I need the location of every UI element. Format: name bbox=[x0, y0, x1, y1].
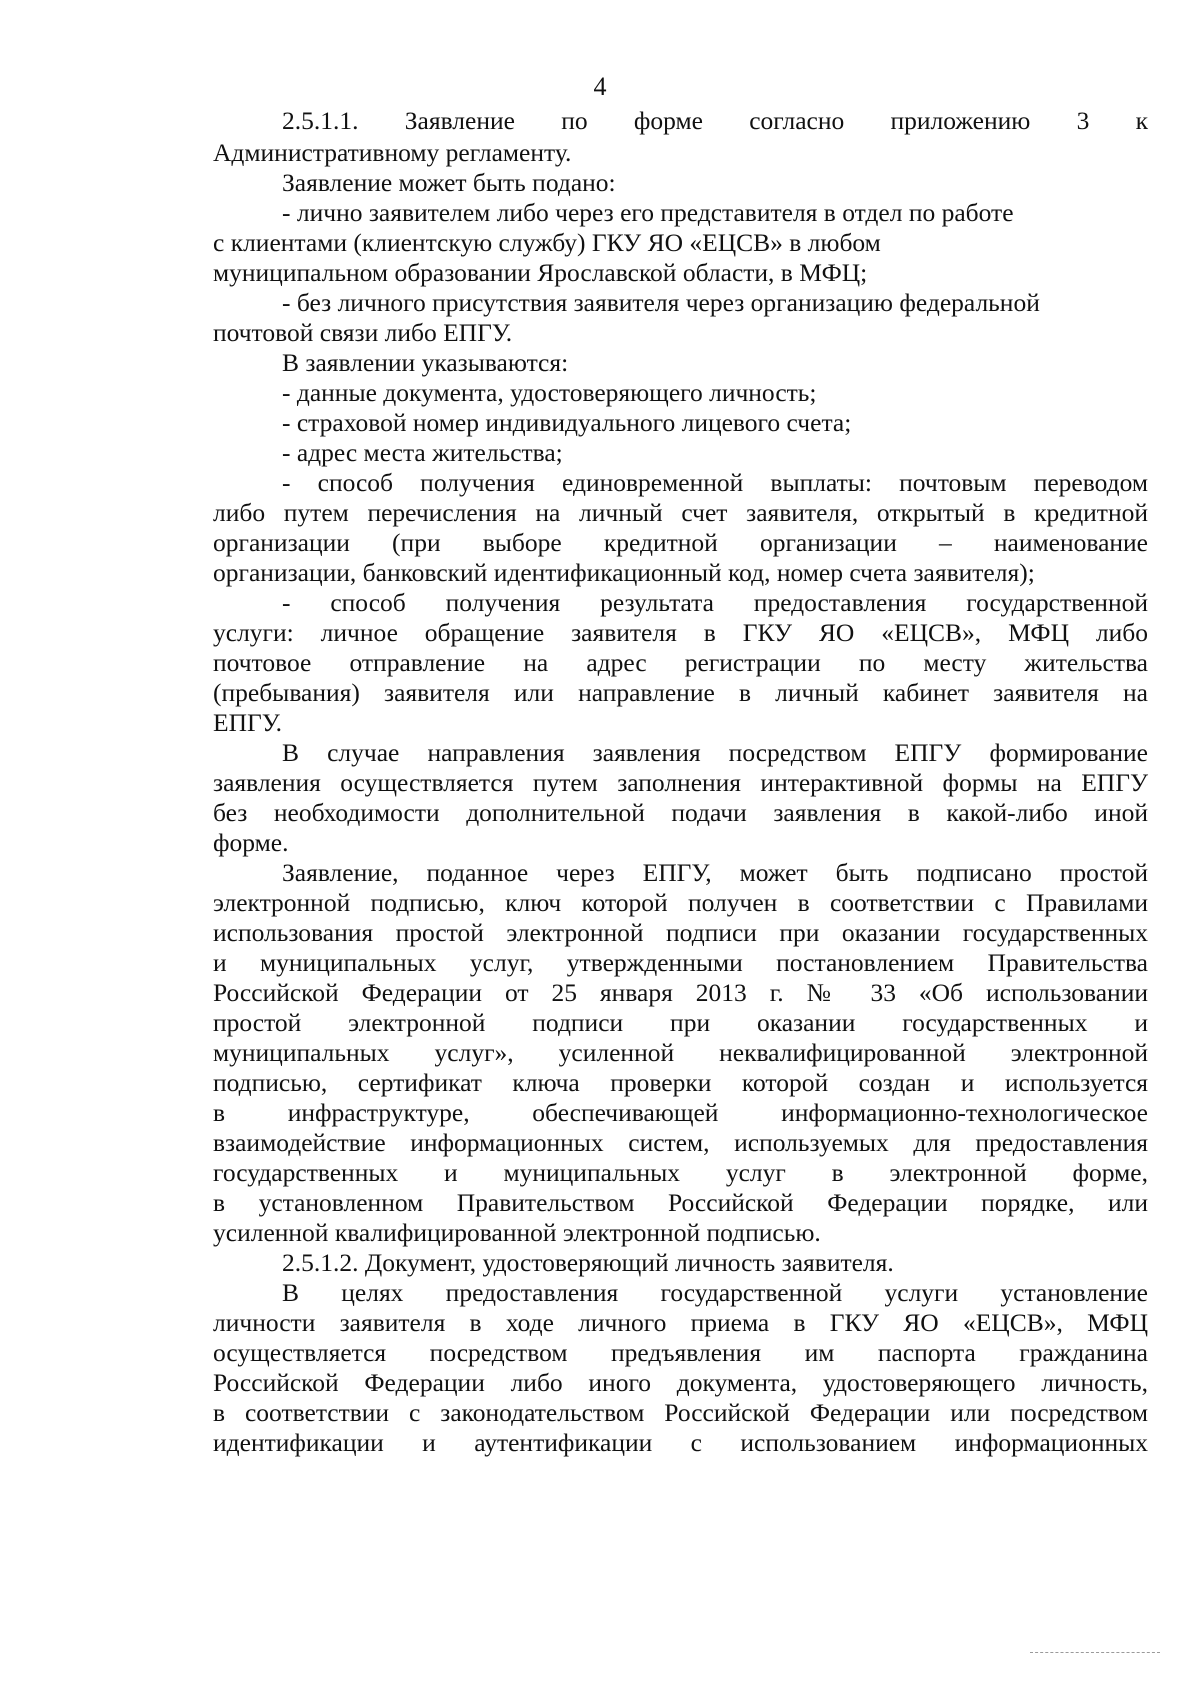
text-line: муниципальных услуг», усиленной неквалифицированной электронной bbox=[213, 1038, 1148, 1067]
text-line: и муниципальных услуг, утвержденными постановлением Правительства bbox=[213, 948, 1148, 977]
text-line: - адрес места жительства; bbox=[282, 438, 563, 467]
text-line: почтовой связи либо ЕПГУ. bbox=[213, 318, 513, 347]
text-line: услуги: личное обращение заявителя в ГКУ ЯО «ЕЦСВ», МФЦ либо bbox=[213, 618, 1148, 647]
text-line: государственных и муниципальных услуг в электронной форме, bbox=[213, 1158, 1148, 1187]
text-line: Заявление, поданное через ЕПГУ, может быть подписано простой bbox=[282, 858, 1148, 887]
text-line: Российской Федерации от 25 января 2013 г. № 33 «Об использовании bbox=[213, 978, 1148, 1007]
text-line: в соответствии с законодательством Российской Федерации или посредством bbox=[213, 1398, 1148, 1427]
text-line: В целях предоставления государственной услуги установление bbox=[282, 1278, 1148, 1307]
text-line: В случае направления заявления посредством ЕПГУ формирование bbox=[282, 738, 1148, 767]
text-line: - способ получения результата предоставления государственной bbox=[282, 588, 1148, 617]
text-line: электронной подписью, ключ которой получен в соответствии с Правилами bbox=[213, 888, 1148, 917]
text-line: личности заявителя в ходе личного приема в ГКУ ЯО «ЕЦСВ», МФЦ bbox=[213, 1308, 1148, 1337]
text-line: с клиентами (клиентскую службу) ГКУ ЯО «ЕЦСВ» в любом bbox=[213, 228, 881, 257]
text-line: - без личного присутствия заявителя через организацию федеральной bbox=[282, 288, 1040, 317]
text-line: (пребывания) заявителя или направление в личный кабинет заявителя на bbox=[213, 678, 1148, 707]
text-line: Административному регламенту. bbox=[213, 138, 572, 167]
text-line: Заявление может быть подано: bbox=[282, 168, 616, 197]
text-line: - лично заявителем либо через его представителя в отдел по работе bbox=[282, 198, 1014, 227]
text-line: - способ получения единовременной выплаты: почтовым переводом bbox=[282, 468, 1148, 497]
text-line: осуществляется посредством предъявления им паспорта гражданина bbox=[213, 1338, 1148, 1367]
text-line: взаимодействие информационных систем, используемых для предоставления bbox=[213, 1128, 1148, 1157]
text-line: организации (при выборе кредитной организации – наименование bbox=[213, 528, 1148, 557]
text-line: почтовое отправление на адрес регистрации по месту жительства bbox=[213, 648, 1148, 677]
text-line: простой электронной подписи при оказании государственных и bbox=[213, 1008, 1148, 1037]
text-line: муниципальном образовании Ярославской области, в МФЦ; bbox=[213, 258, 868, 287]
text-line: усиленной квалифицированной электронной подписью. bbox=[213, 1218, 821, 1247]
text-line: Российской Федерации либо иного документа, удостоверяющего личность, bbox=[213, 1368, 1148, 1397]
text-line: подписью, сертификат ключа проверки которой создан и используется bbox=[213, 1068, 1148, 1097]
text-line: - страховой номер индивидуального лицевого счета; bbox=[282, 408, 852, 437]
scan-artifact-line bbox=[1030, 1652, 1160, 1653]
text-line: заявления осуществляется путем заполнения интерактивной формы на ЕПГУ bbox=[213, 768, 1148, 797]
text-line: ЕПГУ. bbox=[213, 708, 283, 737]
text-line: организации, банковский идентификационный код, номер счета заявителя); bbox=[213, 558, 1035, 587]
text-line: - данные документа, удостоверяющего личность; bbox=[282, 378, 817, 407]
page-number: 4 bbox=[593, 72, 607, 101]
text-line: 2.5.1.2. Документ, удостоверяющий личность заявителя. bbox=[282, 1248, 894, 1277]
text-line: в инфраструктуре, обеспечивающей информационно-технологическое bbox=[213, 1098, 1148, 1127]
text-line: либо путем перечисления на личный счет заявителя, открытый в кредитной bbox=[213, 498, 1148, 527]
text-line: без необходимости дополнительной подачи заявления в какой-либо иной bbox=[213, 798, 1148, 827]
text-line: использования простой электронной подписи при оказании государственных bbox=[213, 918, 1148, 947]
text-line: в установленном Правительством Российской Федерации порядке, или bbox=[213, 1188, 1148, 1217]
text-line: форме. bbox=[213, 828, 289, 857]
text-line: 2.5.1.1. Заявление по форме согласно приложению 3 к bbox=[282, 106, 1148, 135]
text-line: идентификации и аутентификации с использованием информационных bbox=[213, 1428, 1148, 1457]
text-line: В заявлении указываются: bbox=[282, 348, 569, 377]
